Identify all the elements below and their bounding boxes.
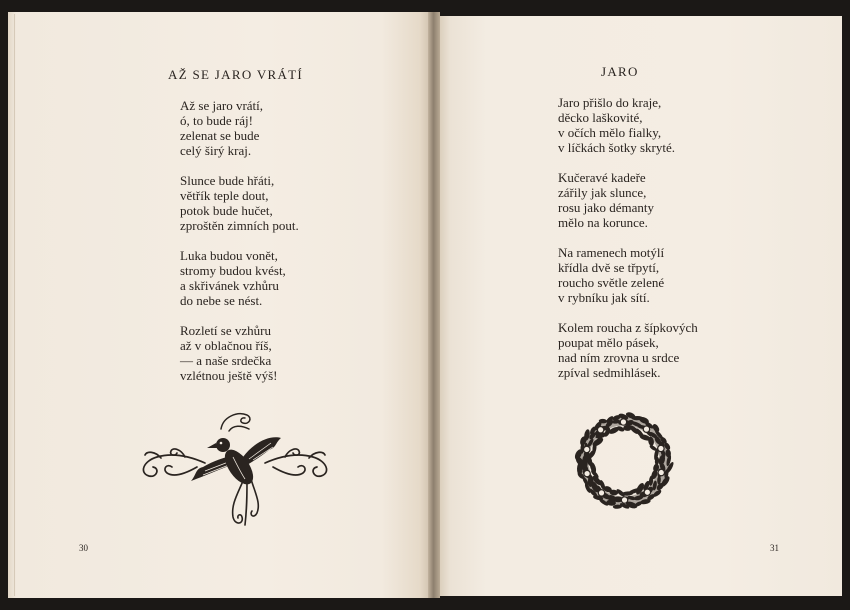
left-poem-title: AŽ SE JARO VRÁTÍ <box>168 67 304 82</box>
poem-line: — a naše srdečka <box>180 353 272 368</box>
wreath-flower <box>658 469 664 475</box>
poem-line: větřík teple dout, <box>180 188 269 203</box>
swallow-flourish-ornament-icon <box>125 405 345 530</box>
bird-head <box>216 438 230 452</box>
poem-line: rosu jako démanty <box>558 200 655 215</box>
poem-line: Luka budou vonět, <box>180 248 278 263</box>
bird <box>191 437 281 525</box>
poem-line: Rozletí se vzhůru <box>180 323 271 338</box>
left-flourish <box>143 449 205 476</box>
right-flourish <box>265 449 327 476</box>
page-edge <box>14 14 15 596</box>
right-poem-title: JARO <box>601 64 639 79</box>
wreath-leaves <box>573 411 674 510</box>
wreath-flower <box>644 489 650 495</box>
poem-line: křídla dvě se třpytí, <box>558 260 660 275</box>
tail-curl <box>251 479 258 516</box>
ribbon <box>221 414 250 431</box>
wreath-flower <box>597 427 603 433</box>
poem-line: v líčkách šotky skryté. <box>558 140 675 155</box>
right-poem <box>558 95 698 395</box>
flourish-scroll <box>265 455 327 476</box>
wreath-flower <box>584 470 590 476</box>
poem-line: poupat mělo pásek, <box>558 335 659 350</box>
poem-line: Kučeravé kadeře <box>558 170 646 185</box>
poem-line: v očích mělo fialky, <box>558 125 662 140</box>
flourish-scroll <box>165 466 197 475</box>
poem-line: Až se jaro vrátí, <box>180 98 264 113</box>
poem-line: nad ním zrovna u srdce <box>558 350 680 365</box>
bird-tail <box>233 479 259 525</box>
tail-curl <box>233 481 243 523</box>
poem-line: Na ramenech motýlí <box>558 245 665 260</box>
wreath-flower <box>658 445 664 451</box>
stanza <box>180 98 299 158</box>
stanza <box>180 323 299 383</box>
stanza <box>180 248 299 308</box>
stanza <box>558 170 698 230</box>
stanza <box>180 173 299 233</box>
poem-line: stromy budou kvést, <box>180 263 286 278</box>
poem-line: zářily jak slunce, <box>558 185 647 200</box>
wreath-flower <box>584 446 590 452</box>
poem-line: do nebe se nést. <box>180 293 263 308</box>
poem-line: mělo na korunce. <box>558 215 648 230</box>
tail-curl <box>245 481 247 525</box>
bird-eye <box>220 442 223 445</box>
stanza <box>558 245 698 305</box>
poem-line: zproštěn zimních pout. <box>180 218 299 233</box>
poem-line: Slunce bude hřáti, <box>180 173 275 188</box>
wreath-flower <box>643 426 649 432</box>
poem-line: Jaro přišlo do kraje, <box>558 95 662 110</box>
poem-line: a skřivánek vzhůru <box>180 278 279 293</box>
poem-line: celý širý kraj. <box>180 143 252 158</box>
left-poem <box>180 98 299 398</box>
floral-wreath-ornament-icon <box>572 409 676 513</box>
page-number-right: 31 <box>770 543 779 553</box>
poem-line: roucho světle zelené <box>558 275 665 290</box>
wreath-flower <box>598 490 604 496</box>
poem-line: v rybníku jak sítí. <box>558 290 650 305</box>
poem-line: zelenat se bude <box>180 128 260 143</box>
wreath-flower <box>620 419 626 425</box>
stanza <box>558 95 698 155</box>
ribbon-curl <box>229 426 249 431</box>
wreath-flower <box>621 497 627 503</box>
poem-line: vzlétnou ještě výš! <box>180 368 278 383</box>
page-number-left: 30 <box>79 543 88 553</box>
book-spine <box>428 12 440 598</box>
poem-line: děcko laškovité, <box>558 110 643 125</box>
poem-line: zpíval sedmihlásek. <box>558 365 661 380</box>
poem-line: ó, to bude ráj! <box>180 113 253 128</box>
flourish-scroll <box>273 466 305 475</box>
bird-beak <box>207 443 217 448</box>
poem-line: až v oblačnou říš, <box>180 338 272 353</box>
stanza <box>558 320 698 380</box>
bird-wing <box>243 437 281 465</box>
poem-line: Kolem roucha z šípkových <box>558 320 698 335</box>
flourish-scroll <box>143 455 205 476</box>
poem-line: potok bude hučet, <box>180 203 273 218</box>
